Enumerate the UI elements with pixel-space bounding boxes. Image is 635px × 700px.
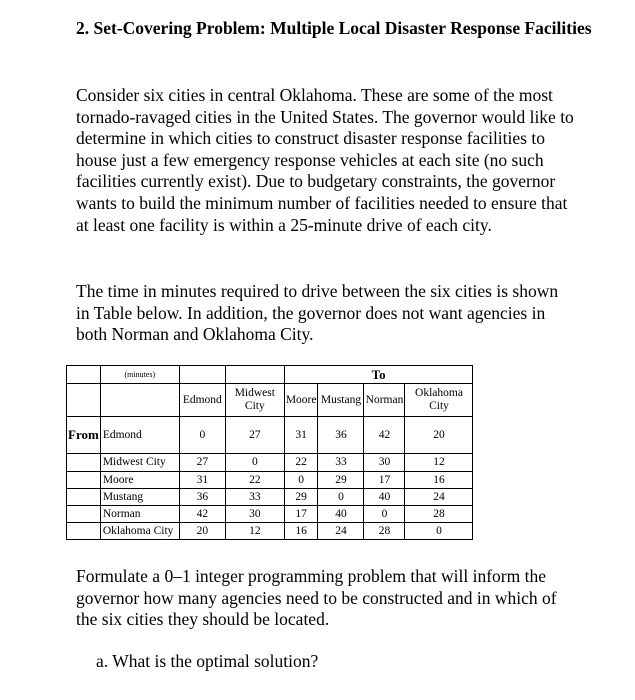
- table-cell: 22: [225, 472, 284, 489]
- table-cell: 27: [225, 417, 284, 454]
- row-city-label: Oklahoma City: [100, 523, 179, 540]
- row-city-label: Moore: [100, 472, 179, 489]
- table-cell: 17: [364, 472, 405, 489]
- table-header-top-row: [67, 366, 473, 384]
- table-cell: 20: [405, 417, 473, 454]
- table-cell: 22: [284, 454, 318, 472]
- table-cell: 12: [225, 523, 284, 540]
- column-header: Midwest City: [225, 384, 284, 417]
- row-city-label: Norman: [100, 506, 179, 523]
- problem-description: Consider six cities in central Oklahoma. These are some of the most tornado-ravaged cities in the United States. The governor would like to determine in which cities to construct disaster response facilities to house just a few emergency response vehicles at each site (no such facilities currently exist). Due to budgetary constraints, the governor wants to build the minimum number of facilities needed to ensure that at least one facility is within a 25-minute drive of each city.: [76, 85, 574, 235]
- table-cell: 16: [284, 523, 318, 540]
- column-header: Oklahoma City: [405, 384, 473, 417]
- table-cell: 29: [284, 489, 318, 506]
- table-cell: 0: [405, 523, 473, 540]
- table-cell: 16: [405, 472, 473, 489]
- table-cell: 29: [318, 472, 364, 489]
- table-cell: 24: [405, 489, 473, 506]
- column-header: Norman: [364, 384, 405, 417]
- table-cell: 17: [284, 506, 318, 523]
- table-cell: 40: [318, 506, 364, 523]
- column-header: Mustang: [318, 384, 364, 417]
- table-cell: 40: [364, 489, 405, 506]
- table-cell: 31: [179, 472, 225, 489]
- table-cell: 42: [364, 417, 405, 454]
- to-label: To: [284, 366, 473, 384]
- table-cell: 12: [405, 454, 473, 472]
- table-column-header-row: [67, 384, 473, 417]
- table-row: [67, 506, 473, 523]
- table-cell: 36: [179, 489, 225, 506]
- table-cell: 0: [284, 472, 318, 489]
- table-row: [67, 472, 473, 489]
- row-city-label: Mustang: [100, 489, 179, 506]
- table-row: [67, 454, 473, 472]
- table-row: [67, 417, 473, 454]
- table-row: [67, 489, 473, 506]
- table-cell: 0: [318, 489, 364, 506]
- table-cell: 33: [318, 454, 364, 472]
- table-corner-cell: [67, 366, 101, 384]
- table-cell: 24: [318, 523, 364, 540]
- column-header: Edmond: [179, 384, 225, 417]
- table-cell: 28: [364, 523, 405, 540]
- table-cell: 30: [364, 454, 405, 472]
- drive-time-table: [66, 365, 473, 540]
- row-city-label: Edmond: [100, 417, 179, 454]
- question-a: a. What is the optimal solution?: [96, 651, 319, 671]
- units-label: (minutes): [100, 366, 179, 384]
- row-city-label: Midwest City: [100, 454, 179, 472]
- table-cell: 36: [318, 417, 364, 454]
- table-cell: 0: [179, 417, 225, 454]
- table-row: [67, 523, 473, 540]
- problem-title: 2. Set-Covering Problem: Multiple Local Disaster Response Facilities: [76, 18, 592, 38]
- table-cell: 0: [364, 506, 405, 523]
- formulation-instruction: Formulate a 0–1 integer programming problem that will inform the governor how many agencies need to be constructed and in which of the six cities they should be located.: [76, 566, 557, 630]
- table-cell: 0: [225, 454, 284, 472]
- table-cell: 31: [284, 417, 318, 454]
- table-introduction: The time in minutes required to drive between the six cities is shown in Table below. In addition, the governor does not want agencies in both Norman and Oklahoma City.: [76, 281, 559, 345]
- table-cell: 28: [405, 506, 473, 523]
- table-cell: 33: [225, 489, 284, 506]
- table-cell: 27: [179, 454, 225, 472]
- table-cell: 42: [179, 506, 225, 523]
- column-header: Moore: [284, 384, 318, 417]
- from-label: From: [67, 417, 101, 454]
- table-cell: 30: [225, 506, 284, 523]
- table-cell: 20: [179, 523, 225, 540]
